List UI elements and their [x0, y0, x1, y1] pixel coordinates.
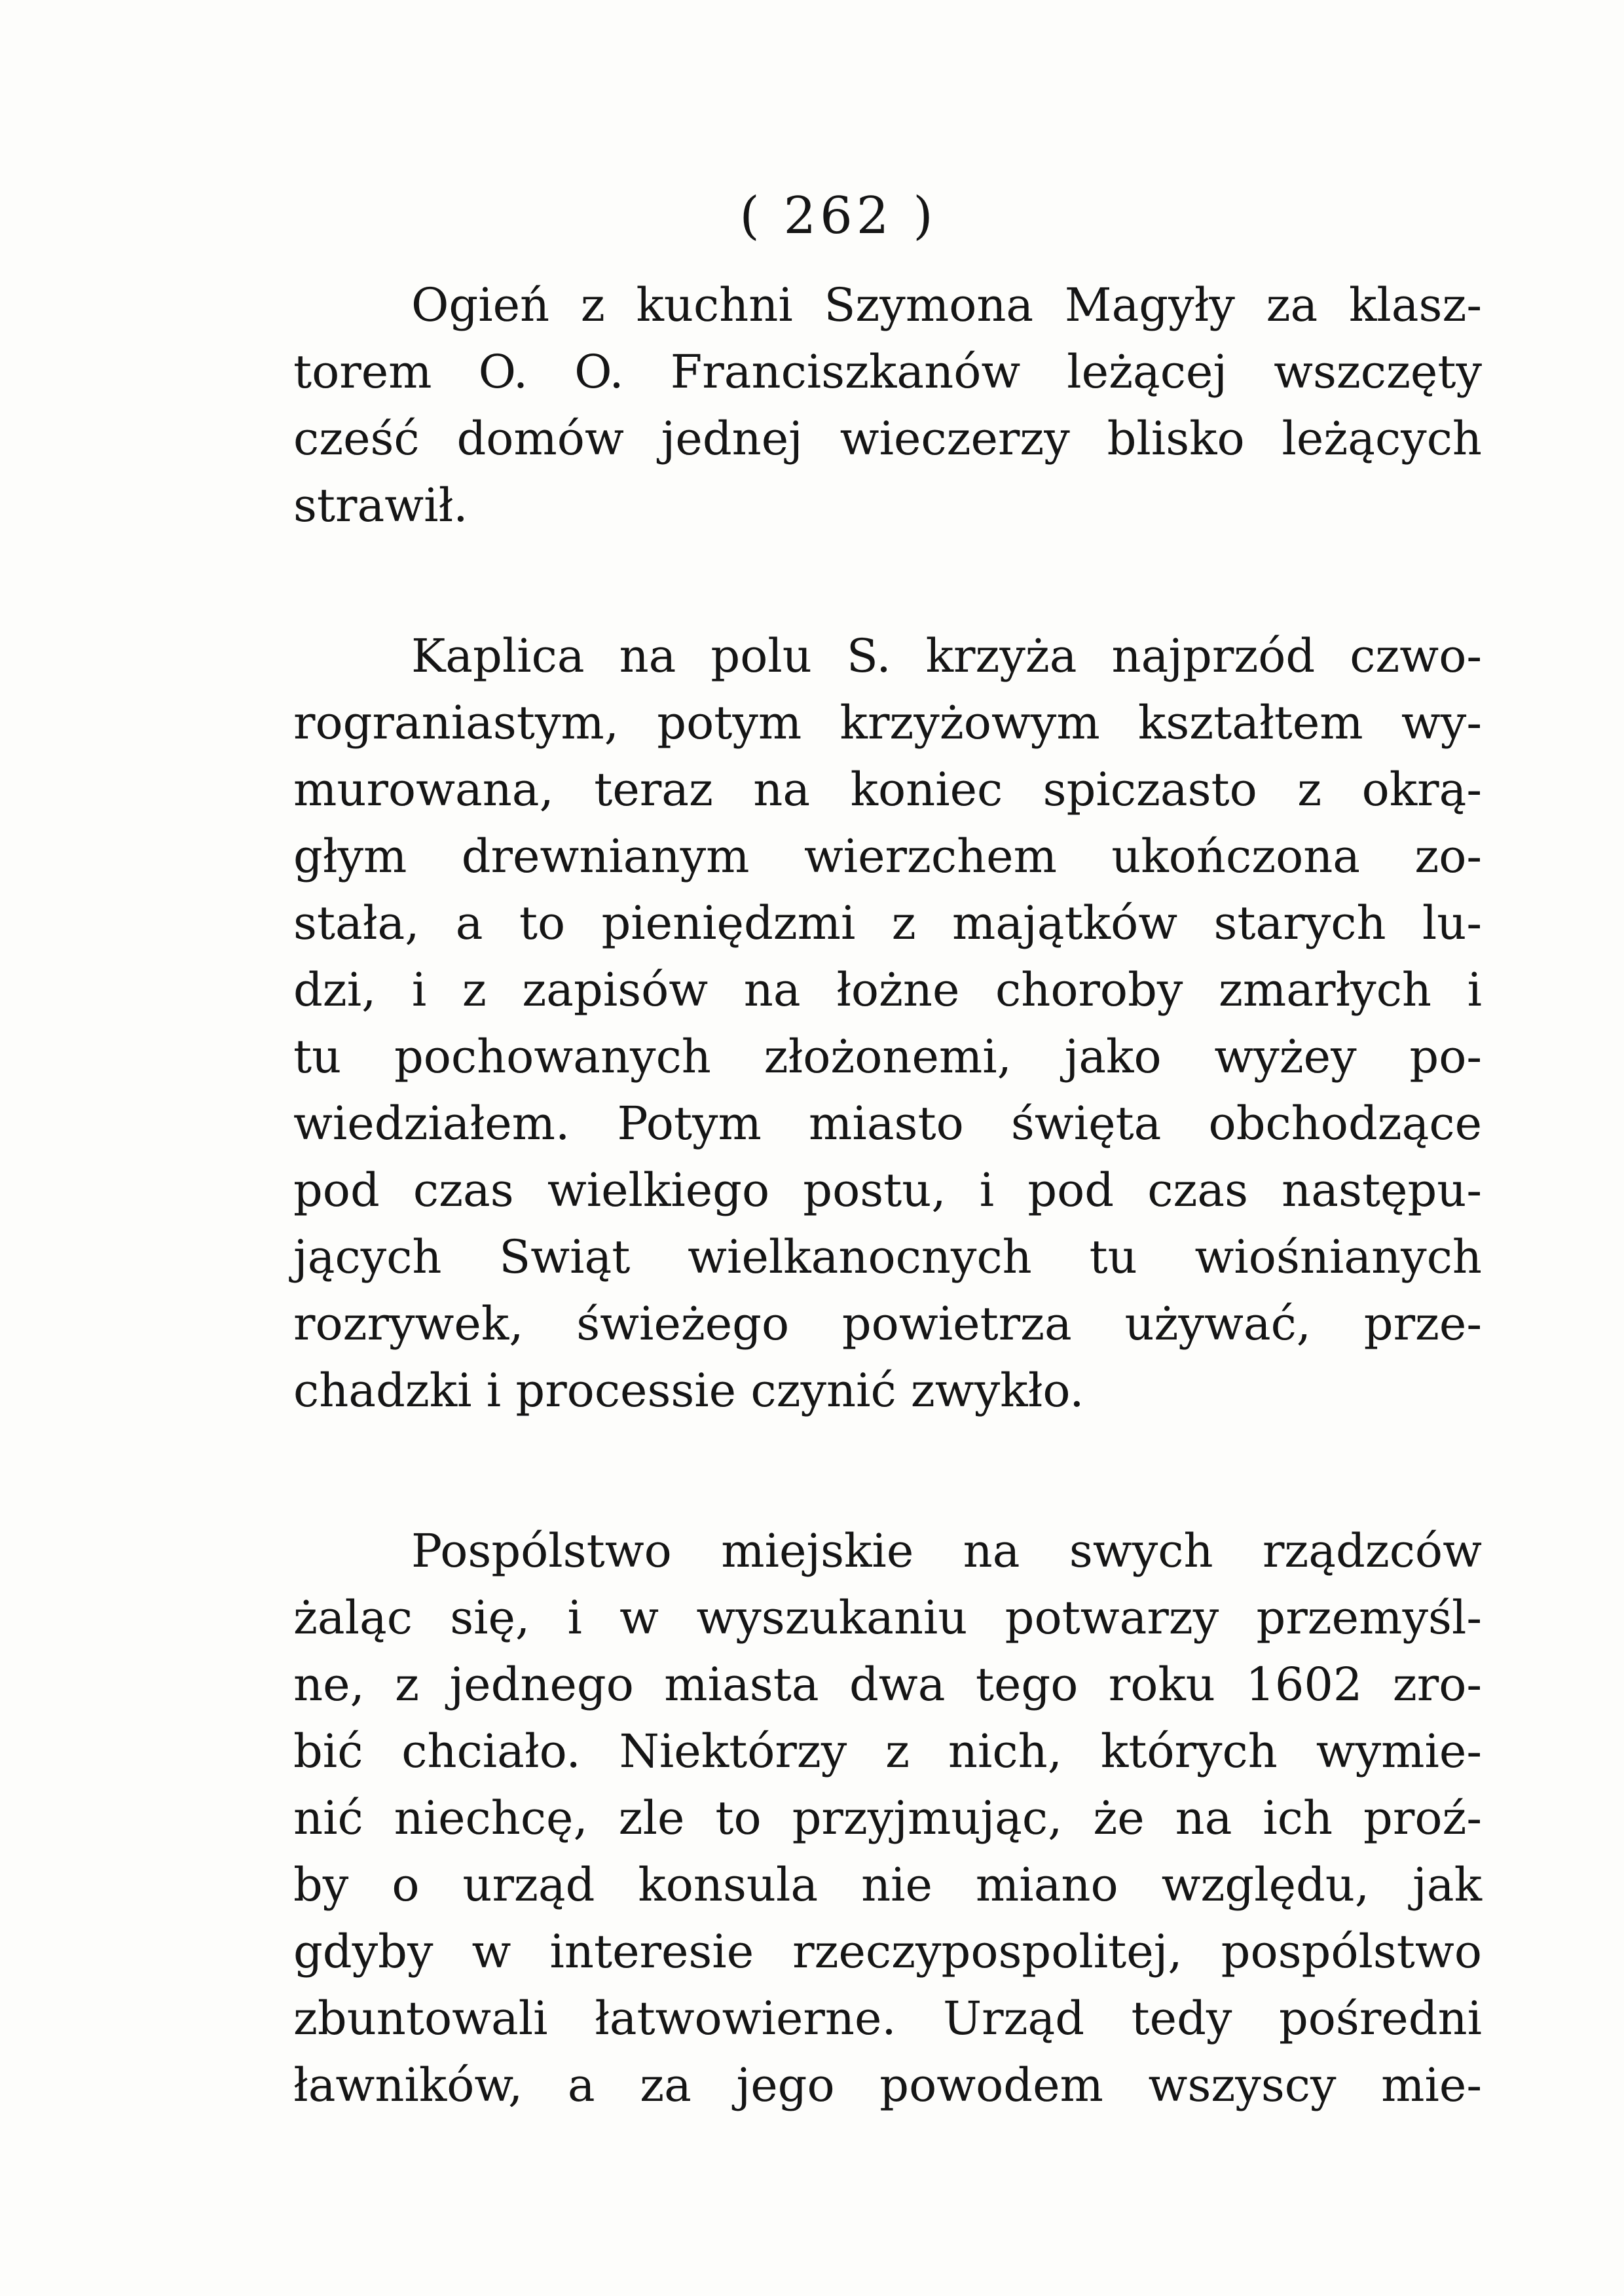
text-line: tu pochowanych złożonemi, jako wyżey po- — [293, 1030, 1482, 1084]
paragraph-1 — [293, 272, 1482, 539]
text-line: Pospólstwo miejskie na swych rządzców — [411, 1524, 1482, 1578]
text-line: strawił. — [293, 479, 468, 532]
text-line: pod czas wielkiego postu, i pod czas następu- — [293, 1163, 1482, 1217]
paragraph-spacer — [293, 539, 1482, 623]
text-line: Kaplica na polu S. krzyża najprzód czwo- — [411, 629, 1482, 683]
text-line: murowana, teraz na koniec spiczasto z okrą- — [293, 763, 1482, 816]
text-line: by o urząd konsula nie miano względu, jak — [293, 1858, 1482, 1912]
text-line: gdyby w interesie rzeczypospolitej, pospólstwo — [293, 1925, 1482, 1978]
text-line: nić niechcę, zle to przyjmując, że na ich proź- — [293, 1791, 1482, 1845]
text-line: cześć domów jednej wieczerzy blisko leżących — [293, 412, 1482, 465]
text-line: żaląc się, i w wyszukaniu potwarzy przemyśl- — [293, 1591, 1482, 1645]
paragraph-2 — [293, 623, 1482, 1424]
text-line: rozrywek, świeżego powietrza używać, prze- — [293, 1297, 1482, 1351]
text-line: rograniastym, potym krzyżowym kształtem wy- — [293, 696, 1482, 750]
page-number: ( 262 ) — [739, 187, 937, 246]
text-line: bić chciało. Niektórzy z nich, których wymie- — [293, 1724, 1482, 1778]
paragraph-3 — [293, 1518, 1482, 2119]
text-line: torem O. O. Franciszkanów leżącej wszczęty — [293, 345, 1482, 399]
text-line: Ogień z kuchni Szymona Magyły za klasz- — [411, 278, 1482, 332]
text-line: wiedziałem. Potym miasto święta obchodzące — [293, 1097, 1482, 1150]
text-line: stała, a to pieniędzmi z majątków starych lu- — [293, 896, 1482, 950]
body-text — [293, 272, 1482, 2119]
text-line: zbuntowali łatwowierne. Urząd tedy pośredni — [293, 1992, 1482, 2045]
text-line: ławników, a za jego powodem wszyscy mie- — [293, 2058, 1482, 2112]
text-line: jących Swiąt wielkanocnych tu wiośnianych — [293, 1230, 1482, 1284]
text-line: głym drewnianym wierzchem ukończona zo- — [293, 829, 1482, 883]
paragraph-spacer — [293, 1424, 1482, 1518]
text-line: chadzki i processie czynić zwykło. — [293, 1364, 1084, 1417]
text-line: ne, z jednego miasta dwa tego roku 1602 zro- — [293, 1658, 1482, 1711]
text-line: dzi, i z zapisów na łożne choroby zmarłych i — [293, 963, 1482, 1017]
